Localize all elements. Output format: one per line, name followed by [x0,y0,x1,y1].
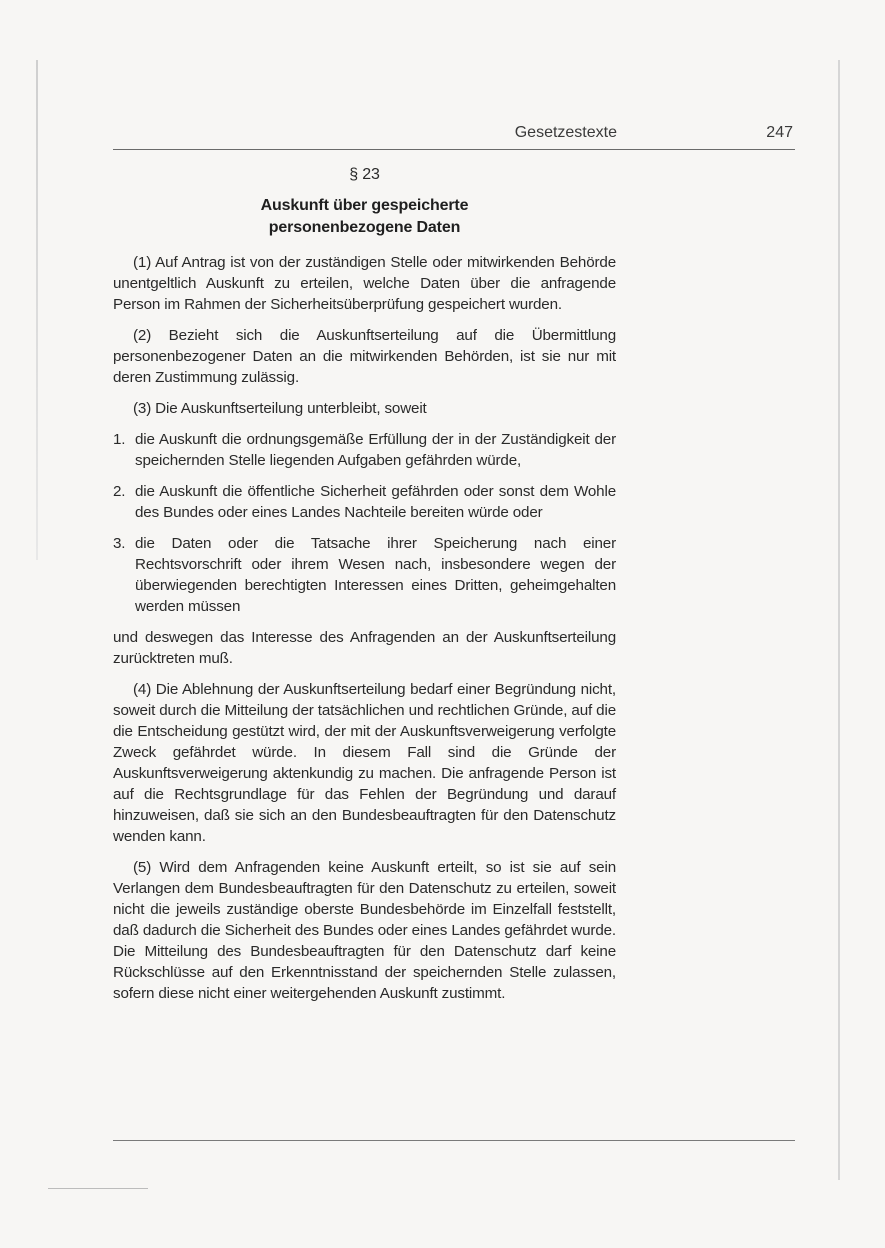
list-item-text: die Auskunft die ordnungsgemäße Erfüllung der in der Zuständigkeit der speichernden Stelle liegenden Aufgaben gefährden würde, [135,431,616,469]
list-item-number: 3. [113,535,126,552]
list-item-text: die Auskunft die öffentliche Sicherheit gefährden oder sonst dem Wohle des Bundes oder eines Landes Nachteile bereiten würde oder [135,483,616,521]
footer-rule [113,1140,795,1141]
list-item [113,481,616,523]
paragraph-4: (4) Die Ablehnung der Auskunftserteilung bedarf einer Begründung nicht, soweit durch die Mitteilung der tatsächlichen und rechtlichen Gründe, auf die die Entscheidung gestützt wird, der mit der Auskunftsverweigerung verfolgte Zweck gefährdet würde. In diesem Fall sind die Gründe der Auskunftsverweigerung aktenkundig zu machen. Die anfragende Person ist auf die Rechtsgrundlage für das Fehlen der Begründung und darauf hinzuweisen, daß sie sich an den Bundesbeauftragten für den Datenschutz wenden kann. [113,681,616,845]
page-header [113,124,793,148]
running-title: Gesetzestexte [514,124,617,141]
list-item-number: 1. [113,431,126,448]
paragraph-3: (3) Die Auskunftserteilung unterbleibt, soweit [133,400,427,417]
paragraph-5: (5) Wird dem Anfragenden keine Auskunft erteilt, so ist sie auf sein Verlangen dem Bundesbeauftragten für den Datenschutz zu erteilen, soweit nicht die jeweils zuständige oberste Bundesbehörde im Einzelfall feststellt, daß dadurch die Sicherheit des Bundes oder eines Landes gefährdet wurde. Die Mitteilung des Bundesbeauftragten für den Datenschutz darf keine Rückschlüsse auf den Erkenntnisstand der speichernden Stelle zulassen, sofern diese nicht einer weitergehenden Auskunft zustimmt. [113,859,616,1002]
section-number: § 23 [349,166,380,183]
section-title-line-1: Auskunft über gespeicherte [260,197,469,214]
paragraph-2: (2) Bezieht sich die Auskunftserteilung auf die Übermittlung personenbezogener Daten an die mitwirkenden Behörden, ist sie nur mit deren Zustimmung zulässig. [113,327,616,386]
list-item [113,429,616,471]
scan-edge-right [838,60,840,1180]
scan-edge-bottom [48,1188,148,1189]
section-title [113,195,616,239]
numbered-list [113,429,616,617]
paragraph-3-tail: und deswegen das Interesse des Anfragenden an der Auskunftserteilung zurücktreten muß. [113,629,616,667]
list-item-number: 2. [113,483,126,500]
section-title-line-2: personenbezogene Daten [268,219,461,236]
list-item [113,533,616,617]
list-item-text: die Daten oder die Tatsache ihrer Speicherung nach einer Rechtsvorschrift oder ihrem Wesen nach, insbesondere wegen der überwiegenden berechtigten Interessen eines Dritten, geheimgehalten werden müssen [135,535,616,615]
scan-edge-left [36,60,38,560]
header-rule [113,149,795,150]
page-number: 247 [766,124,793,141]
document-body [113,164,616,1014]
paragraph-1: (1) Auf Antrag ist von der zuständigen Stelle oder mitwirkenden Behörde unentgeltlich Auskunft zu erteilen, welche Daten über die anfragende Person im Rahmen der Sicherheitsüberprüfung gespeichert wurden. [113,254,616,313]
